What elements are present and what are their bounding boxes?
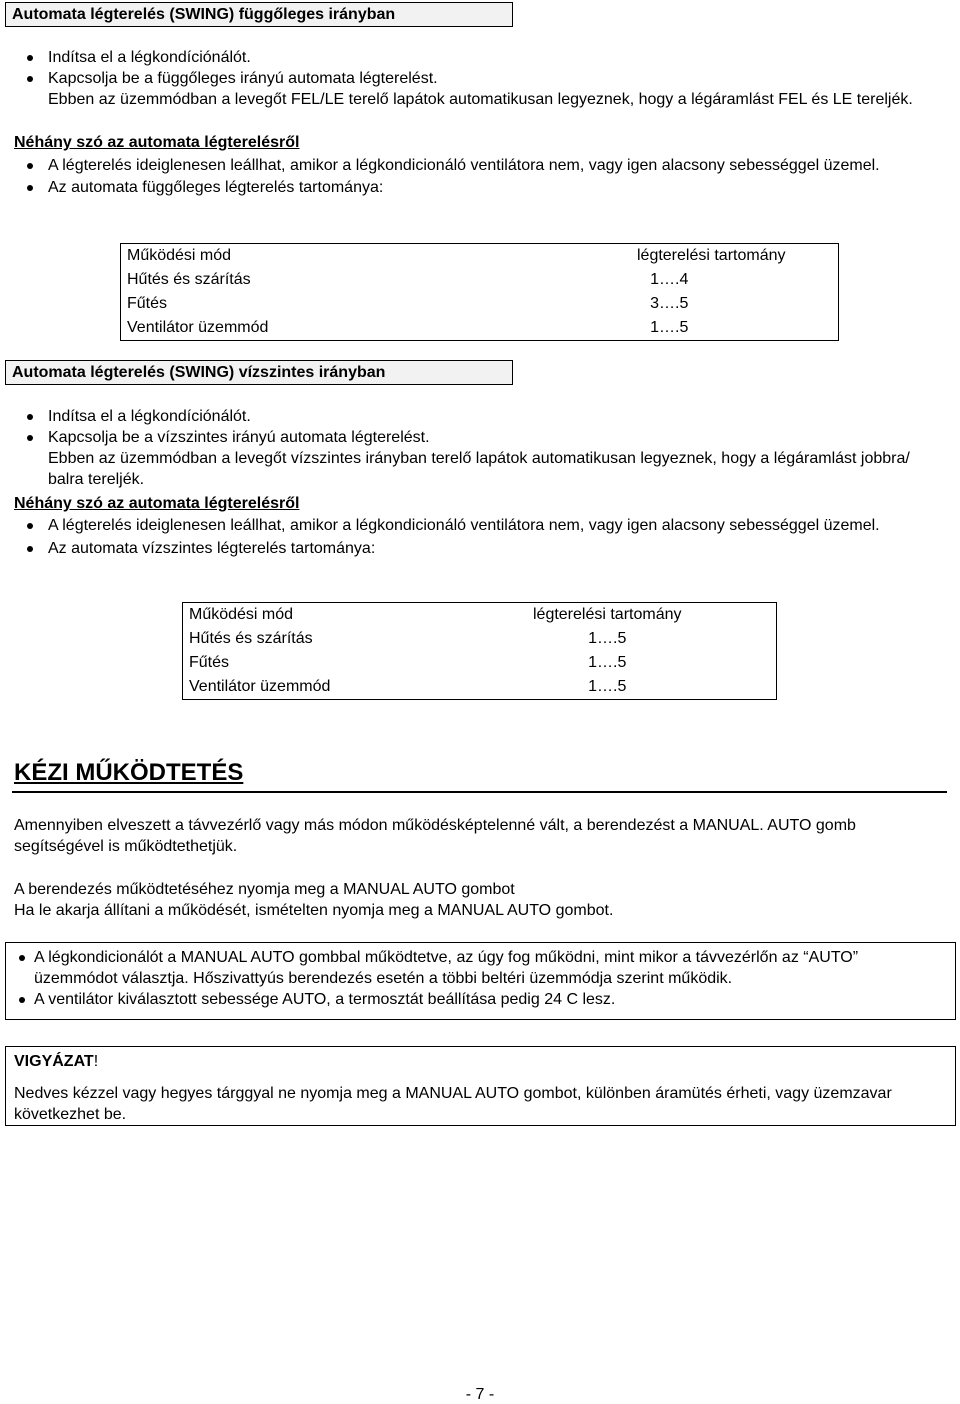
list-item: Indítsa el a légkondíciónálót. (14, 47, 949, 68)
table-header-range: légterelési tartomány (532, 606, 682, 623)
vertical-swing-range-table (120, 243, 839, 341)
manual-operation-title: KÉZI MŰKÖDTETÉS (14, 759, 244, 786)
manual-notes-box (5, 942, 956, 1020)
table-cell-mode: Hűtés és szárítás (127, 271, 251, 288)
vertical-swing-steps (14, 47, 949, 110)
list-item: Kapcsolja be a vízszintes irányú automata légterelést. Ebben az üzemmódban a levegőt vízszintes irányban terelő lapátok automatikusan legyeznek, hogy a légáramlást jobbra/ balra tereljék. (14, 427, 949, 490)
table-cell-mode: Ventilátor üzemmód (189, 678, 331, 695)
list-item: Az automata vízszintes légterelés tartománya: (14, 538, 949, 559)
table-cell-mode: Fűtés (189, 654, 230, 671)
note-heading-vertical: Néhány szó az automata légterelésről (14, 134, 300, 151)
list-item: A légterelés ideiglenesen leállhat, amikor a légkondicionáló ventilátora nem, vagy igen alacsony sebességgel üzemel. (14, 155, 949, 176)
table-header-range: légterelési tartomány (636, 247, 786, 264)
section-heading-vertical-swing: Automata légterelés (SWING) függőleges irányban (5, 2, 513, 27)
press-start-text: A berendezés működtetéséhez nyomja meg a MANUAL AUTO gombot (14, 881, 515, 898)
table-row (183, 651, 777, 675)
table-cell-mode: Fűtés (127, 295, 168, 312)
table-cell-mode: Hűtés és szárítás (189, 630, 313, 647)
table-header-mode: Működési mód (127, 247, 232, 264)
page-number: - 7 - (465, 1386, 495, 1403)
table-cell-range: 1….4 (650, 271, 689, 288)
list-item: Az automata függőleges légterelés tartománya: (14, 177, 949, 198)
table-cell-range: 1….5 (588, 654, 627, 671)
list-item: Kapcsolja be a függőleges irányú automata légterelést. Ebben az üzemmódban a levegőt FEL/LE terelő lapátok automatikusan legyeznek, hogy a légáramlást FEL és LE tereljék. (14, 68, 949, 110)
table-cell-range: 1….5 (588, 630, 627, 647)
press-stop-text: Ha le akarja állítani a működését, ismételten nyomja meg a MANUAL AUTO gombot. (14, 902, 614, 919)
warning-box (5, 1046, 956, 1126)
table-header-row (183, 603, 777, 628)
table-cell-range: 3….5 (650, 295, 689, 312)
section-heading-horizontal-swing: Automata légterelés (SWING) vízszintes irányban (5, 360, 513, 385)
horizontal-swing-range-table (182, 602, 777, 700)
table-row (183, 627, 777, 651)
horizontal-swing-steps (14, 406, 949, 490)
table-row (121, 268, 839, 292)
note-heading-horizontal: Néhány szó az automata légterelésről (14, 495, 300, 512)
table-cell-range: 1….5 (650, 319, 689, 336)
table-row (121, 316, 839, 341)
list-item: A légkondicionálót a MANUAL AUTO gombbal működtetve, az úgy fog működni, mint mikor a távvezérlőn az “AUTO” üzemmódot választja. Hőszivattyús berendezés esetén a többi beltéri üzemmódja szerint működik. (6, 947, 946, 989)
title-divider (12, 791, 947, 793)
manual-notes-list (6, 947, 946, 1010)
horizontal-swing-notes (14, 515, 949, 559)
warning-text: Nedves kézzel vagy hegyes tárggyal ne nyomja meg a MANUAL AUTO gombot, különben áramütés érheti, vagy üzemzavar következhet be. (14, 1085, 892, 1123)
vertical-swing-notes (14, 155, 949, 198)
warning-mark: ! (93, 1053, 99, 1070)
warning-heading (14, 1051, 947, 1072)
list-item: A ventilátor kiválasztott sebessége AUTO, a termosztát beállítása pedig 24 C lesz. (6, 989, 946, 1010)
manual-intro: Amennyiben elveszett a távvezérlő vagy más módon működésképtelenné vált, a berendezést a MANUAL. AUTO gomb segítségével is működtethetjük. (14, 817, 856, 855)
warning-title: VIGYÁZAT (14, 1053, 94, 1070)
list-item: Indítsa el a légkondíciónálót. (14, 406, 949, 427)
table-header-row (121, 244, 839, 269)
list-item: A légterelés ideiglenesen leállhat, amikor a légkondicionáló ventilátora nem, vagy igen alacsony sebességgel üzemel. (14, 515, 949, 536)
table-header-mode: Működési mód (189, 606, 294, 623)
table-cell-range: 1….5 (588, 678, 627, 695)
table-cell-mode: Ventilátor üzemmód (127, 319, 269, 336)
manual-press-instructions (14, 879, 944, 921)
table-row (121, 292, 839, 316)
table-row (183, 675, 777, 700)
